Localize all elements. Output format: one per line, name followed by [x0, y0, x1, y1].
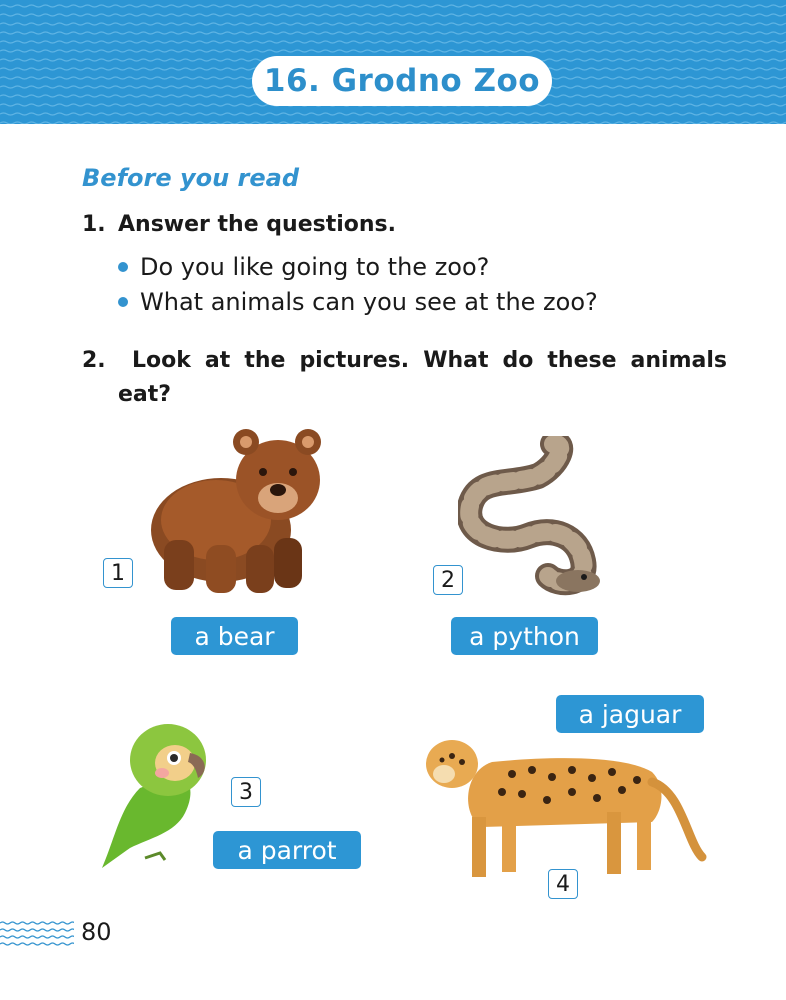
animal-number-box: 3 — [231, 777, 261, 807]
bullet-dot-icon — [118, 297, 128, 307]
bullet-item — [118, 288, 598, 316]
animal-number-box: 1 — [103, 558, 133, 588]
bullet-item — [118, 253, 489, 281]
task-2 — [82, 344, 727, 412]
footer-wave-decoration — [0, 918, 74, 948]
animal-label: a jaguar — [556, 695, 704, 733]
task-word: the — [244, 348, 286, 373]
task-text: Answer the questions. — [118, 212, 397, 237]
animal-label: a python — [451, 617, 598, 655]
task-text-line — [82, 344, 727, 378]
jaguar-illustration — [422, 732, 708, 884]
task-number: 2. — [82, 348, 106, 373]
task-word: at — [204, 348, 231, 373]
bullet-text: What animals can you see at the zoo? — [140, 288, 598, 316]
task-word: these — [547, 348, 617, 373]
animal-number-box: 4 — [548, 869, 578, 899]
parrot-illustration — [100, 718, 212, 873]
animal-number-box: 2 — [433, 565, 463, 595]
task-word: Look — [132, 348, 191, 373]
bullet-dot-icon — [118, 262, 128, 272]
animal-label: a parrot — [213, 831, 361, 869]
header-banner — [0, 0, 786, 124]
bear-illustration — [146, 420, 326, 600]
page-title: 16. Grodno Zoo — [263, 63, 541, 99]
task-word: do — [502, 348, 534, 373]
animal-label: a bear — [171, 617, 298, 655]
title-pill — [252, 56, 552, 106]
bullet-text: Do you like going to the zoo? — [140, 253, 490, 281]
python-illustration — [458, 436, 608, 601]
task-1 — [82, 212, 396, 237]
task-number: 1. — [82, 212, 106, 237]
task-word: What — [423, 348, 489, 373]
section-subheading: Before you read — [82, 164, 300, 192]
page-number: 80 — [81, 918, 112, 946]
task-word: pictures. — [299, 348, 410, 373]
task-word: animals — [630, 348, 727, 373]
task-text-line: eat? — [118, 382, 172, 407]
